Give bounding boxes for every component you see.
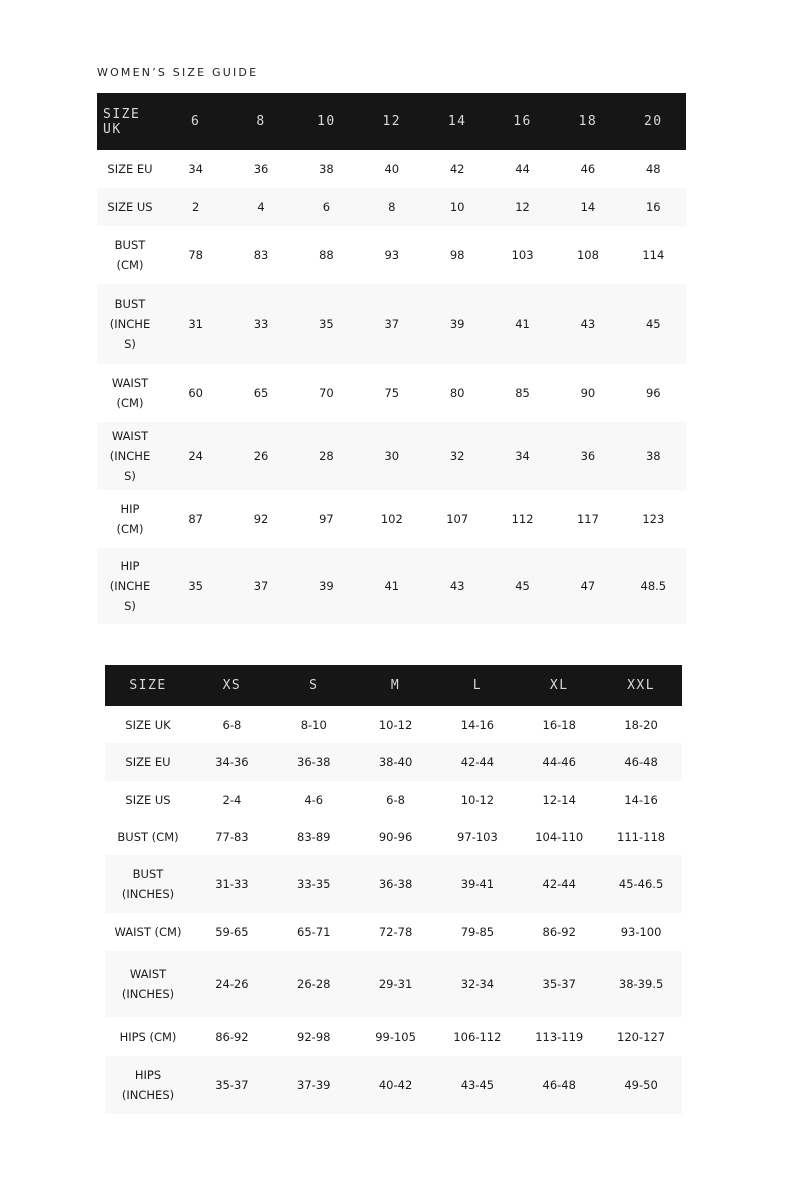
cell-value: 36-38	[273, 743, 355, 781]
table-row	[97, 364, 686, 422]
size-table-letter	[105, 665, 682, 1114]
cell-value: 92	[253, 512, 269, 526]
cell-value: 70	[319, 386, 334, 400]
cell-value: 14-16	[624, 792, 658, 807]
cell-value: 103	[511, 248, 534, 262]
cell-value: 40	[384, 162, 400, 176]
cell-value: 42	[449, 162, 465, 176]
header-size-16: 16	[490, 93, 555, 150]
header-size-14: 14	[425, 93, 490, 150]
cell-value: 104-110	[535, 829, 584, 844]
cell-value: 24	[163, 422, 228, 490]
cell-value: 59-65	[215, 925, 249, 939]
row-label-line: WAIST	[111, 376, 149, 390]
cell-value: 39	[294, 548, 359, 624]
row-label-line: (CM)	[116, 258, 144, 272]
cell-value: 6-8	[222, 717, 242, 732]
header-size-xl: XL	[518, 665, 600, 706]
row-label-line: (INCHES)	[121, 1088, 175, 1102]
cell-value: 114	[642, 248, 665, 262]
cell-value: 38	[319, 162, 334, 176]
row-label	[97, 548, 163, 624]
cell-value: 16-18	[542, 717, 576, 732]
cell-value: 93	[384, 248, 400, 262]
cell-value: 32-34	[436, 951, 518, 1017]
table-row	[105, 818, 682, 855]
cell-value: 83-89	[297, 829, 331, 844]
cell-value: 78	[188, 248, 203, 262]
cell-value: 43-45	[436, 1056, 518, 1114]
row-label-line: HIP	[120, 502, 140, 516]
cell-value: 8-10	[300, 717, 327, 732]
row-label-line: BUST (CM)	[117, 829, 179, 844]
cell-value: 49-50	[600, 1056, 682, 1114]
row-label-line: WAIST (CM)	[114, 925, 182, 939]
row-label-line: SIZE EU	[107, 162, 153, 176]
row-label-line: S)	[124, 599, 136, 613]
cell-value: 98	[449, 248, 465, 262]
cell-value: 117	[576, 512, 599, 526]
cell-value: 14-16	[460, 717, 495, 732]
header-size-l: L	[436, 665, 518, 706]
cell-value: 86-92	[215, 1029, 249, 1044]
cell-value: 34	[490, 422, 555, 490]
cell-value: 18-20	[624, 717, 658, 732]
cell-value: 48.5	[621, 548, 686, 624]
table-row	[97, 188, 686, 226]
table-row	[97, 150, 686, 188]
cell-value: 106-112	[453, 1029, 502, 1044]
cell-value: 112	[511, 512, 534, 526]
table-header-row	[97, 93, 686, 150]
cell-value: 42-44	[436, 743, 518, 781]
cell-value: 10-12	[460, 792, 495, 807]
cell-value: 97	[319, 512, 334, 526]
row-label-line: (INCHES)	[121, 987, 175, 1001]
row-label-line: WAIST	[129, 967, 167, 981]
cell-value: 102	[380, 512, 403, 526]
cell-value: 35-37	[518, 951, 600, 1017]
cell-value: 48	[645, 162, 661, 176]
cell-value: 79-85	[460, 925, 495, 939]
row-label-line: BUST	[114, 297, 146, 311]
row-label	[105, 1017, 191, 1056]
table-row	[97, 422, 686, 490]
cell-value: 6	[294, 188, 359, 226]
row-label-line: (INCHE	[109, 579, 151, 593]
cell-value: 75	[384, 386, 400, 400]
row-label-line: (CM)	[116, 522, 144, 536]
cell-value: 93-100	[620, 925, 662, 939]
cell-value: 6-8	[386, 792, 405, 807]
cell-value: 30	[359, 422, 424, 490]
table-row	[105, 743, 682, 781]
cell-value: 40-42	[355, 1056, 437, 1114]
cell-value: 45-46.5	[600, 855, 682, 913]
table-row	[105, 1056, 682, 1114]
row-label	[97, 490, 163, 548]
header-label-line: UK	[103, 121, 122, 137]
cell-value: 44-46	[518, 743, 600, 781]
row-label-line: (INCHES)	[121, 887, 175, 901]
cell-value: 36	[253, 162, 269, 176]
row-label-line: (CM)	[116, 396, 144, 410]
cell-value: 46-48	[518, 1056, 600, 1114]
table-row	[97, 548, 686, 624]
header-size-18: 18	[555, 93, 620, 150]
header-size-6: 6	[163, 93, 228, 150]
cell-value: 35	[294, 284, 359, 364]
header-size-label: SIZE	[105, 665, 191, 706]
header-size-xxl: XXL	[600, 665, 682, 706]
cell-value: 36	[555, 422, 620, 490]
row-label-line: BUST	[114, 238, 146, 252]
cell-value: 39	[425, 284, 490, 364]
header-size-10: 10	[294, 93, 359, 150]
row-label	[105, 706, 191, 743]
header-label-line: SIZE	[103, 106, 141, 122]
table-row	[97, 226, 686, 284]
row-label	[105, 1056, 191, 1114]
cell-value: 86-92	[542, 925, 576, 939]
cell-value: 8	[359, 188, 424, 226]
cell-value: 16	[621, 188, 686, 226]
cell-value: 120-127	[617, 1029, 666, 1044]
row-label-line: (INCHE	[109, 449, 151, 463]
table-row	[105, 951, 682, 1017]
row-label-line: BUST	[132, 867, 164, 881]
cell-value: 113-119	[535, 1029, 584, 1044]
row-label-line: WAIST	[111, 429, 149, 443]
row-label	[105, 913, 191, 951]
header-size-xs: XS	[191, 665, 273, 706]
cell-value: 2	[163, 188, 228, 226]
cell-value: 47	[555, 548, 620, 624]
cell-value: 108	[576, 248, 599, 262]
cell-value: 99-105	[375, 1029, 416, 1044]
row-label	[97, 150, 163, 188]
row-label-line: (INCHE	[109, 317, 151, 331]
cell-value: 88	[319, 248, 334, 262]
row-label	[97, 188, 163, 226]
cell-value: 83	[253, 248, 269, 262]
cell-value: 31-33	[191, 855, 273, 913]
table-row	[97, 284, 686, 364]
cell-value: 41	[490, 284, 555, 364]
table-row	[105, 1017, 682, 1056]
cell-value: 43	[555, 284, 620, 364]
row-label-line: SIZE EU	[125, 755, 171, 769]
row-label	[105, 855, 191, 913]
cell-value: 12	[490, 188, 555, 226]
cell-value: 37-39	[273, 1056, 355, 1114]
cell-value: 4-6	[304, 792, 324, 807]
cell-value: 38	[621, 422, 686, 490]
cell-value: 87	[188, 512, 203, 526]
cell-value: 38-40	[355, 743, 437, 781]
cell-value: 60	[188, 386, 203, 400]
header-size-8: 8	[228, 93, 293, 150]
cell-value: 80	[449, 386, 465, 400]
row-label-line: HIPS	[134, 1068, 162, 1082]
row-label	[97, 422, 163, 490]
row-label	[105, 781, 191, 818]
cell-value: 37	[359, 284, 424, 364]
cell-value: 34	[188, 162, 203, 176]
cell-value: 33	[228, 284, 293, 364]
table-header-row	[105, 665, 682, 706]
cell-value: 45	[621, 284, 686, 364]
row-label-line: HIPS (CM)	[119, 1029, 177, 1044]
cell-value: 90	[580, 386, 596, 400]
cell-value: 45	[490, 548, 555, 624]
row-label	[105, 951, 191, 1017]
cell-value: 123	[642, 512, 665, 526]
cell-value: 44	[515, 162, 530, 176]
header-size-12: 12	[359, 93, 424, 150]
cell-value: 4	[228, 188, 293, 226]
cell-value: 2-4	[222, 792, 242, 807]
cell-value: 36-38	[355, 855, 437, 913]
cell-value: 33-35	[273, 855, 355, 913]
cell-value: 77-83	[215, 829, 249, 844]
row-label	[105, 743, 191, 781]
cell-value: 38-39.5	[600, 951, 682, 1017]
cell-value: 72-78	[378, 925, 413, 939]
cell-value: 24-26	[191, 951, 273, 1017]
row-label-line: HIP	[120, 559, 140, 573]
cell-value: 29-31	[355, 951, 437, 1017]
header-size-20: 20	[621, 93, 686, 150]
cell-value: 28	[294, 422, 359, 490]
cell-value: 65	[253, 386, 269, 400]
row-label-line: SIZE US	[125, 792, 171, 807]
cell-value: 14	[555, 188, 620, 226]
cell-value: 42-44	[518, 855, 600, 913]
cell-value: 26	[228, 422, 293, 490]
row-label	[97, 284, 163, 364]
row-label-line: SIZE US	[107, 200, 153, 214]
cell-value: 35-37	[191, 1056, 273, 1114]
table-row	[105, 855, 682, 913]
row-label	[105, 818, 191, 855]
cell-value: 34-36	[191, 743, 273, 781]
cell-value: 65-71	[297, 925, 331, 939]
cell-value: 39-41	[436, 855, 518, 913]
table-row	[105, 781, 682, 818]
header-size-s: S	[273, 665, 355, 706]
cell-value: 26-28	[273, 951, 355, 1017]
cell-value: 90-96	[378, 829, 413, 844]
header-size-m: M	[355, 665, 437, 706]
table-row	[105, 913, 682, 951]
table-row	[105, 706, 682, 743]
cell-value: 111-118	[617, 829, 666, 844]
cell-value: 10-12	[378, 717, 413, 732]
cell-value: 46	[580, 162, 596, 176]
page-title: WOMEN’S SIZE GUIDE	[97, 66, 259, 79]
cell-value: 41	[359, 548, 424, 624]
cell-value: 96	[645, 386, 661, 400]
cell-value: 31	[163, 284, 228, 364]
table-row	[97, 490, 686, 548]
row-label-line: S)	[124, 337, 136, 351]
cell-value: 92-98	[297, 1029, 331, 1044]
cell-value: 97-103	[457, 829, 498, 844]
row-label-line: SIZE UK	[125, 717, 171, 732]
cell-value: 32	[425, 422, 490, 490]
cell-value: 10	[425, 188, 490, 226]
row-label	[97, 226, 163, 284]
cell-value: 85	[515, 386, 530, 400]
row-label	[97, 364, 163, 422]
cell-value: 107	[446, 512, 469, 526]
cell-value: 12-14	[542, 792, 576, 807]
cell-value: 37	[228, 548, 293, 624]
cell-value: 35	[163, 548, 228, 624]
header-size-uk-label	[97, 93, 163, 150]
cell-value: 43	[425, 548, 490, 624]
size-table-uk	[97, 93, 686, 624]
row-label-line: S)	[124, 469, 136, 483]
cell-value: 46-48	[600, 743, 682, 781]
